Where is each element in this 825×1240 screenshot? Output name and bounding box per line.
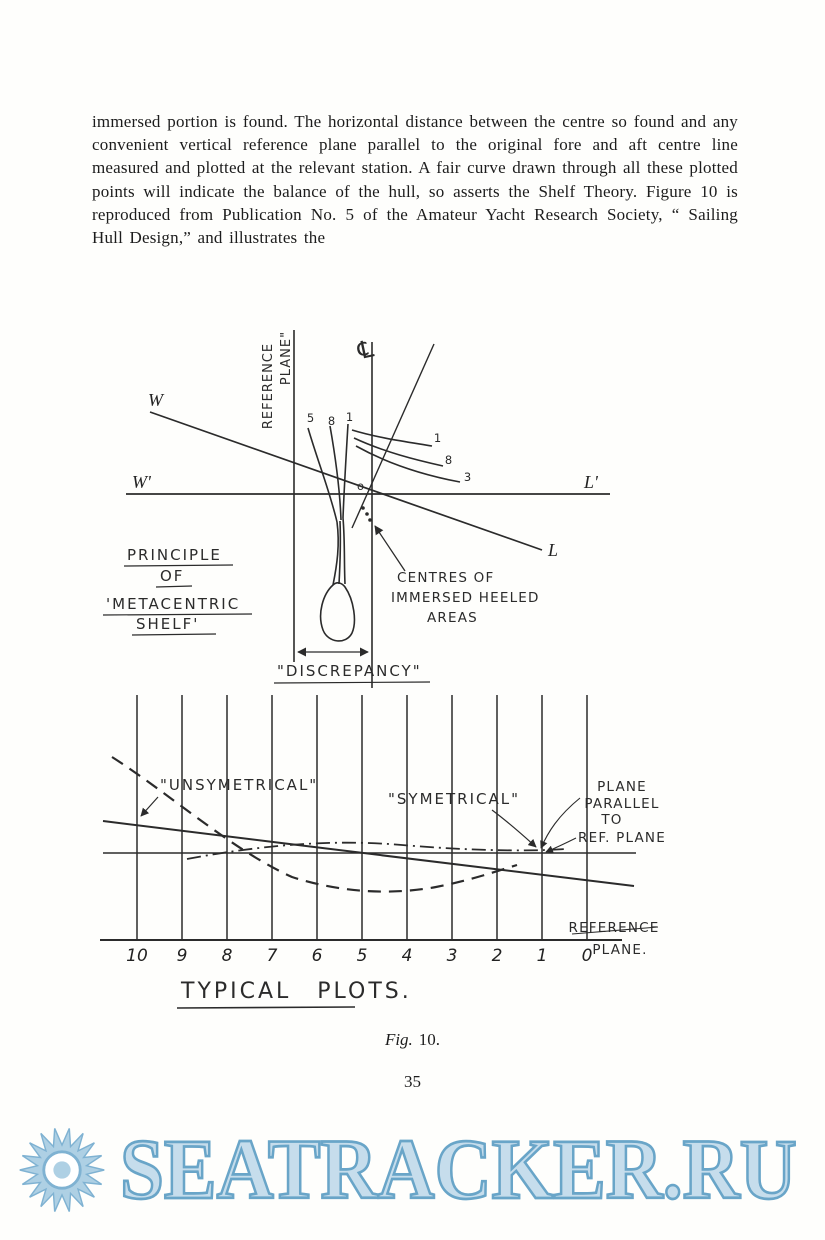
typical-plots-title: TYPICAL PLOTS. bbox=[181, 979, 412, 1004]
svg-text:10: 10 bbox=[126, 946, 148, 966]
digit-1-right: 1 bbox=[433, 431, 443, 445]
label-w: W bbox=[148, 390, 163, 410]
origin-mark: o bbox=[356, 479, 366, 493]
svg-text:6: 6 bbox=[311, 946, 323, 966]
principle-label bbox=[103, 546, 252, 635]
svg-text:REFERENCE: REFERENCE bbox=[568, 920, 660, 936]
heeled-waterline-wl bbox=[150, 412, 542, 550]
centres-arrow bbox=[375, 526, 405, 571]
label-l: L bbox=[548, 540, 559, 560]
svg-text:AREAS: AREAS bbox=[427, 610, 478, 626]
svg-text:8: 8 bbox=[221, 946, 233, 966]
svg-text:7: 7 bbox=[266, 946, 278, 966]
svg-text:SHELF': SHELF' bbox=[136, 615, 200, 633]
watermark-text: SEATRACKER.RU bbox=[120, 1123, 797, 1217]
svg-text:3: 3 bbox=[446, 946, 458, 966]
reference-plane-label-2: PLANE" bbox=[279, 330, 294, 386]
centreline-symbol: ℄ bbox=[355, 334, 377, 365]
svg-text:PARALLEL: PARALLEL bbox=[584, 796, 660, 812]
plane-parallel-label bbox=[541, 779, 666, 852]
svg-text:IMMERSED HEELED: IMMERSED HEELED bbox=[391, 590, 540, 606]
centres-dots bbox=[361, 506, 372, 522]
svg-text:0: 0 bbox=[581, 946, 593, 966]
unsymetrical-leader bbox=[141, 797, 158, 816]
figure-caption bbox=[0, 1030, 825, 1050]
watermark bbox=[14, 1122, 825, 1218]
svg-text:TO: TO bbox=[601, 812, 623, 828]
figure-10-diagram bbox=[0, 300, 825, 1025]
svg-text:REF. PLANE: REF. PLANE bbox=[578, 830, 666, 846]
paragraph: immersed portion is found. The horizontal distance between the centre so found and any convenient vertical reference plane parallel to the original fore and aft centre line measured and plotted at the relevant station. A fair curve drawn through all these plotted points will indicate the balance of the hull, so asserts the Shelf Theory. Figure 10 is reproduced from Publication No. 5 of the Amateur Yacht Research Society, “ Sailing Hull Design,” and illustrates the bbox=[92, 112, 739, 248]
typical-plots-underline bbox=[177, 1007, 355, 1008]
caption-fig: Fig. bbox=[384, 1030, 413, 1049]
digit-3-right: 3 bbox=[463, 470, 473, 484]
symetrical-curve bbox=[187, 843, 566, 859]
centres-label bbox=[391, 570, 540, 626]
digit-5: 5 bbox=[306, 411, 316, 425]
caption-number: 10. bbox=[418, 1030, 441, 1049]
digit-8-left: 8 bbox=[327, 414, 337, 428]
symetrical-label: "SYMETRICAL" bbox=[388, 790, 521, 808]
discrepancy-label: "DISCREPANCY" bbox=[277, 662, 422, 680]
typical-plots-diagram bbox=[100, 695, 666, 1008]
svg-text:'METACENTRIC: 'METACENTRIC bbox=[106, 595, 241, 613]
svg-text:5: 5 bbox=[356, 946, 368, 966]
svg-text:9: 9 bbox=[176, 946, 188, 966]
heeled-centreline bbox=[352, 344, 434, 528]
svg-text:2: 2 bbox=[491, 946, 503, 966]
svg-text:PLANE: PLANE bbox=[597, 779, 647, 795]
page-number: 35 bbox=[404, 1072, 421, 1091]
svg-text:PLANE.: PLANE. bbox=[592, 942, 648, 958]
reference-plane-label-1: REFERENCE bbox=[261, 342, 276, 430]
svg-text:1: 1 bbox=[536, 946, 548, 966]
label-w-prime: W' bbox=[132, 472, 151, 492]
station-numbers bbox=[126, 946, 592, 966]
station-grid bbox=[137, 695, 587, 940]
svg-text:PRINCIPLE: PRINCIPLE bbox=[127, 546, 222, 564]
svg-text:4: 4 bbox=[401, 946, 413, 966]
unsymetrical-label: "UNSYMETRICAL" bbox=[160, 776, 319, 794]
label-l-prime: L' bbox=[584, 472, 598, 492]
discrepancy-dimension bbox=[274, 652, 430, 683]
digit-1-left: 1 bbox=[345, 410, 355, 424]
digit-8-right: 8 bbox=[444, 453, 454, 467]
metacentric-shelf-diagram bbox=[103, 330, 610, 688]
sun-logo-icon bbox=[14, 1122, 110, 1218]
svg-text:OF: OF bbox=[160, 567, 185, 585]
svg-text:CENTRES OF: CENTRES OF bbox=[397, 570, 495, 586]
symetrical-leader bbox=[492, 810, 536, 847]
